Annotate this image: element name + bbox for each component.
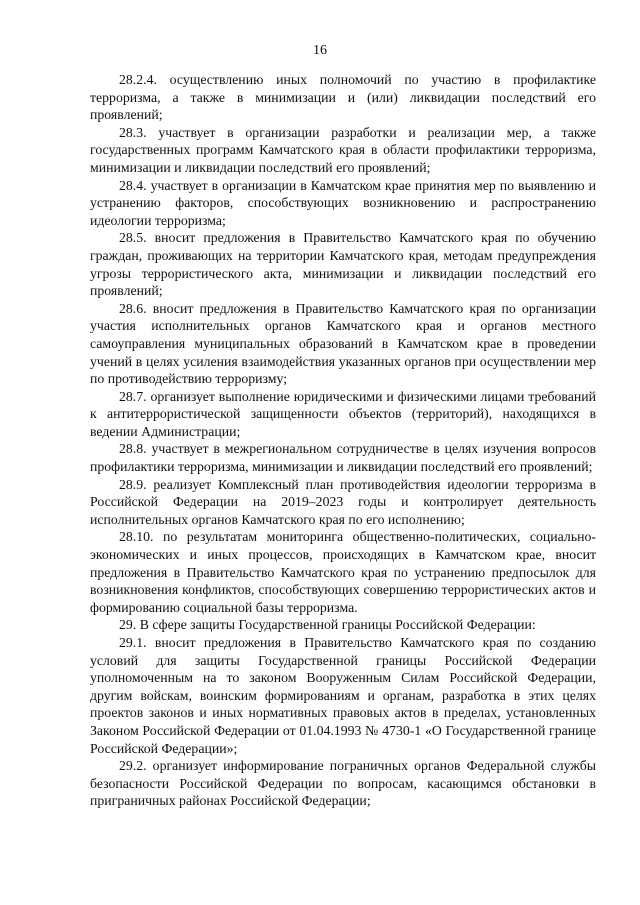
paragraph-28-9: 28.9. реализует Комплексный план противодействия идеологии терроризма в Российской Федерации на 2019–2023 годы и контролирует деятельность исполнительных органов Камчатского края по его исполнению;: [90, 476, 596, 527]
paragraph-28-8: 28.8. участвует в межрегиональном сотрудничестве в целях изучения вопросов профилактики терроризма, минимизации и ликвидации последствий его проявлений;: [90, 441, 596, 475]
paragraph-28-6: 28.6. вносит предложения в Правительство Камчатского края по организации участия исполнительных органов Камчатского края и органов местного самоуправления муниципальных образований в Камчатском крае в проведении учений в целях усиления взаимодействия указанных органов при осуществлении мер по противодействию терроризму;: [90, 300, 596, 387]
paragraph-29-2: 29.2. организует информирование пограничных органов Федеральной службы безопасности Российской Федерации по вопросам, касающимся обстановки в приграничных районах Российской Федерации;: [90, 758, 596, 809]
paragraph-28-10: 28.10. по результатам мониторинга общественно-политических, социально-экономических и иных процессов, происходящих в Камчатском крае, вносит предложения в Правительство Камчатского края по устранению предпосылок для возникновения конфликтов, способствующих совершению террористических актов и формированию социальной базы терроризма.: [90, 529, 596, 615]
paragraph-28-7: 28.7. организует выполнение юридическими и физическими лицами требований к антитеррористической защищенности объектов (территорий), находящихся в ведении Администрации;: [90, 388, 596, 439]
paragraph-29-1: 29.1. вносит предложения в Правительство Камчатского края по созданию условий для защиты Государственной границы Российской Федерации уполномоченным на то законом Вооруженным Силам Российской Федерации, другим войскам, воинским формированиям и органам, разработка в этих целях проектов законов и иных нормативных правовых актов в пределах, установленных Законом Российской Федерации от 01.04.1993 № 4730-1 «О Государственной границе Российской Федерации»;: [90, 635, 596, 756]
paragraph-28-5: 28.5. вносит предложения в Правительство Камчатского края по обучению граждан, проживающих на территории Камчатского края, методам предупреждения угрозы террористического акта, минимизации и ликвидации последствий его проявлений;: [90, 230, 596, 299]
paragraph-28-4: 28.4. участвует в организации в Камчатском крае принятия мер по выявлению и устранению факторов, способствующих возникновению и распространению идеологии терроризма;: [90, 177, 596, 228]
section-heading-29: 29. В сфере защиты Государственной границы Российской Федерации:: [119, 617, 536, 633]
paragraph-28-3: 28.3. участвует в организации разработки и реализации мер, а также государственных программ Камчатского края в области профилактики терроризма, минимизации и ликвидации последствий его проявлений;: [90, 124, 596, 175]
document-body: [90, 71, 596, 810]
paragraph-28-2-4: 28.2.4. осуществлению иных полномочий по участию в профилактике терроризма, а также в минимизации и (или) ликвидации последствий его проявлений;: [90, 72, 596, 123]
page-number: 16: [313, 43, 327, 58]
